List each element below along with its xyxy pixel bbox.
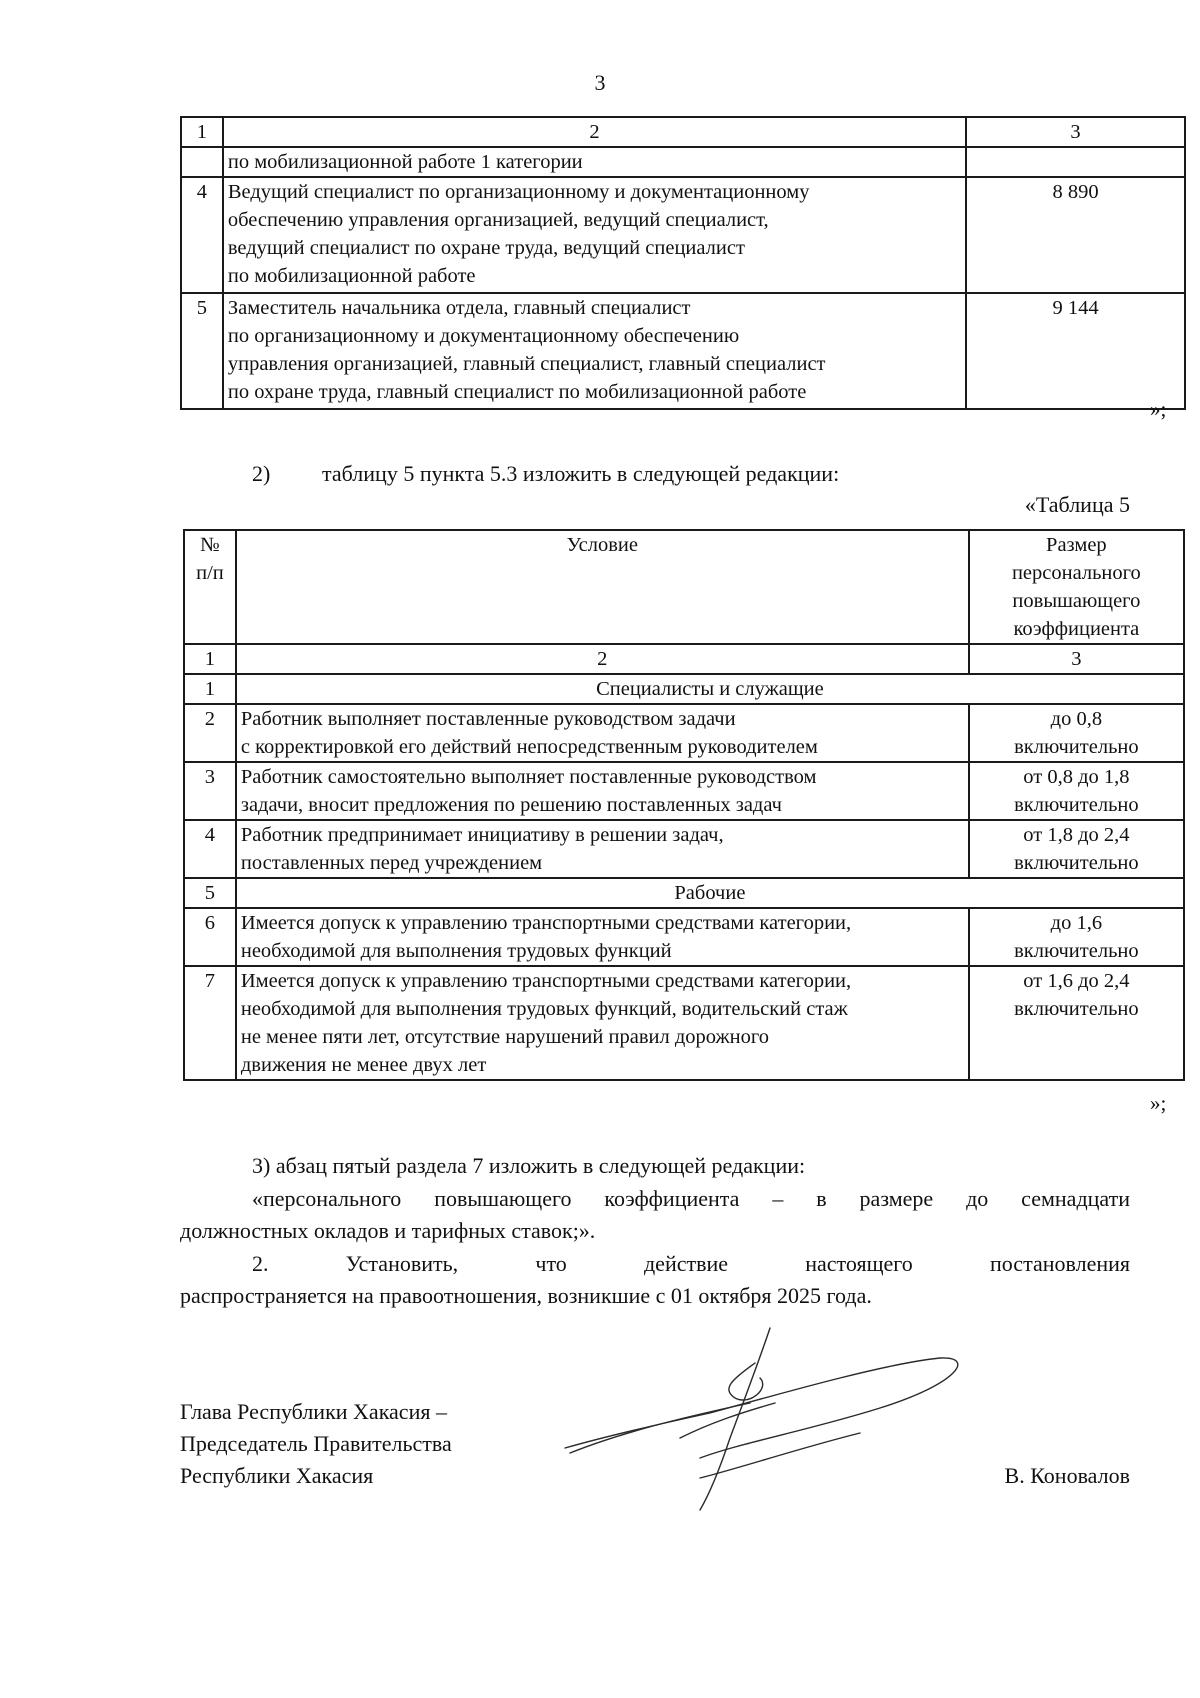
item3-quote-line1: «персонального повышающего коэффициента – в размере до семнадцати (252, 1186, 1130, 1211)
row-number: 6 (184, 908, 236, 966)
header-text-line: № (200, 534, 220, 556)
position-text-line: по мобилизационной работе 1 категории (227, 151, 583, 173)
header-text-line: коэффициента (1013, 618, 1140, 640)
coefficient-cell (969, 908, 1184, 966)
section-label: Специалисты и служащие (236, 674, 1184, 704)
position-text-line: ведущий специалист по охране труда, ведущий специалист (227, 237, 745, 259)
header-cell: 1 (181, 117, 223, 147)
row-number: 1 (184, 674, 236, 704)
coefficient-text-line: до 0,8 (1050, 708, 1103, 730)
header-cell: 2 (223, 117, 966, 147)
signatory-title (180, 1396, 452, 1492)
index-cell: 1 (184, 644, 236, 674)
condition-text-line: с корректировкой его действий непосредственным руководителем (240, 736, 818, 758)
coefficient-cell (969, 762, 1184, 820)
section-label: Рабочие (236, 878, 1184, 908)
condition-text-line: необходимой для выполнения трудовых функций, водительский стаж (240, 998, 848, 1020)
coefficient-cell (969, 820, 1184, 878)
condition-cell (236, 908, 969, 966)
coefficient-text-line: от 0,8 до 1,8 (1023, 766, 1130, 788)
condition-cell (236, 762, 969, 820)
point2-line2: распространяется на правоотношения, возникшие с 01 октября 2025 года. (180, 1283, 872, 1308)
salary-table (180, 116, 1186, 410)
position-cell (223, 293, 966, 409)
condition-text-line: задачи, вносит предложения по решению поставленных задач (240, 794, 782, 816)
row-number: 5 (181, 293, 223, 409)
condition-cell (236, 966, 969, 1080)
row-number: 5 (184, 878, 236, 908)
section-row-specialists (184, 674, 1184, 704)
header-coefficient-cell (969, 530, 1184, 644)
header-text-line: повышающего (1012, 590, 1141, 612)
signatory-title-line: Республики Хакасия (180, 1463, 374, 1488)
header-condition-cell: Условие (236, 530, 969, 644)
coefficient-text-line: включительно (1014, 736, 1139, 758)
position-text-line: Ведущий специалист по организационному и документационному (227, 181, 810, 203)
position-text-line: Заместитель начальника отдела, главный специалист (227, 297, 691, 319)
position-cell (223, 147, 966, 177)
table-caption: «Таблица 5 (1024, 492, 1130, 517)
position-text-line: управления организацией, главный специалист, главный специалист (227, 353, 826, 375)
position-text-line: обеспечению управления организацией, ведущий специалист, (227, 209, 769, 231)
condition-text-line: Имеется допуск к управлению транспортными средствами категории, (240, 912, 852, 934)
position-text-line: по охране труда, главный специалист по мобилизационной работе (227, 381, 807, 403)
salary-value: 9 144 (966, 293, 1185, 409)
page-number: 3 (594, 70, 606, 95)
condition-text-line: Работник выполняет поставленные руководством задачи (240, 708, 736, 730)
index-cell: 2 (236, 644, 969, 674)
table-row (184, 820, 1184, 878)
condition-cell (236, 704, 969, 762)
header-text-line: Размер (1046, 534, 1107, 556)
table-row (181, 147, 1185, 177)
table-header-row (184, 530, 1184, 644)
header-text-line: п/п (196, 562, 224, 584)
signatory-title-line: Глава Республики Хакасия – (180, 1399, 447, 1424)
salary-value (966, 147, 1185, 177)
condition-text-line: Работник самостоятельно выполняет поставленные руководством (240, 766, 817, 788)
header-text-line: персонального (1011, 562, 1141, 584)
index-row (184, 644, 1184, 674)
row-number: 7 (184, 966, 236, 1080)
salary-value: 8 890 (966, 177, 1185, 293)
condition-text-line: поставленных перед учреждением (240, 852, 543, 874)
header-cell: 3 (966, 117, 1185, 147)
item2-number: 2) (252, 461, 271, 486)
row-number: 4 (181, 177, 223, 293)
condition-text-line: Имеется допуск к управлению транспортными средствами категории, (240, 970, 852, 992)
position-cell (223, 177, 966, 293)
condition-text-line: Работник предпринимает инициативу в решении задач, (240, 824, 724, 846)
row-number: 3 (184, 762, 236, 820)
coefficient-text-line: включительно (1014, 940, 1139, 962)
index-cell: 3 (969, 644, 1184, 674)
table-header-row (181, 117, 1185, 147)
coefficient-cell (969, 704, 1184, 762)
coefficient-table (183, 529, 1185, 1081)
coefficient-text-line: от 1,8 до 2,4 (1023, 824, 1130, 846)
row-number (181, 147, 223, 177)
row-number: 2 (184, 704, 236, 762)
handwritten-signature (560, 1318, 980, 1518)
coefficient-text-line: до 1,6 (1050, 912, 1103, 934)
table1-closing-quote: »; (1150, 397, 1167, 421)
signatory-name: В. Коновалов (1004, 1463, 1130, 1488)
item2-text: таблицу 5 пункта 5.3 изложить в следующей редакции: (322, 461, 840, 486)
coefficient-text-line: включительно (1014, 998, 1139, 1020)
position-text-line: по организационному и документационному обеспечению (227, 325, 740, 347)
condition-text-line: движения не менее двух лет (240, 1054, 487, 1076)
header-number-cell (184, 530, 236, 644)
item3-quote-line2: должностных окладов и тарифных ставок;». (180, 1218, 596, 1243)
item3-text: 3) абзац пятый раздела 7 изложить в следующей редакции: (252, 1153, 806, 1178)
table-row (184, 762, 1184, 820)
table-row (184, 704, 1184, 762)
coefficient-cell (969, 966, 1184, 1080)
table-row (184, 908, 1184, 966)
position-text-line: по мобилизационной работе (227, 265, 476, 287)
condition-cell (236, 820, 969, 878)
row-number: 4 (184, 820, 236, 878)
point2-line1: 2. Установить, что действие настоящего постановления (252, 1251, 1130, 1276)
condition-text-line: не менее пяти лет, отсутствие нарушений правил дорожного (240, 1026, 770, 1048)
condition-text-line: необходимой для выполнения трудовых функций (240, 940, 672, 962)
table2-closing-quote: »; (1150, 1091, 1167, 1115)
section-row-workers (184, 878, 1184, 908)
table-row (184, 966, 1184, 1080)
coefficient-text-line: включительно (1014, 794, 1139, 816)
table-row (181, 293, 1185, 409)
coefficient-text-line: от 1,6 до 2,4 (1023, 970, 1130, 992)
coefficient-text-line: включительно (1014, 852, 1139, 874)
signatory-title-line: Председатель Правительства (180, 1431, 452, 1456)
table-row (181, 177, 1185, 293)
